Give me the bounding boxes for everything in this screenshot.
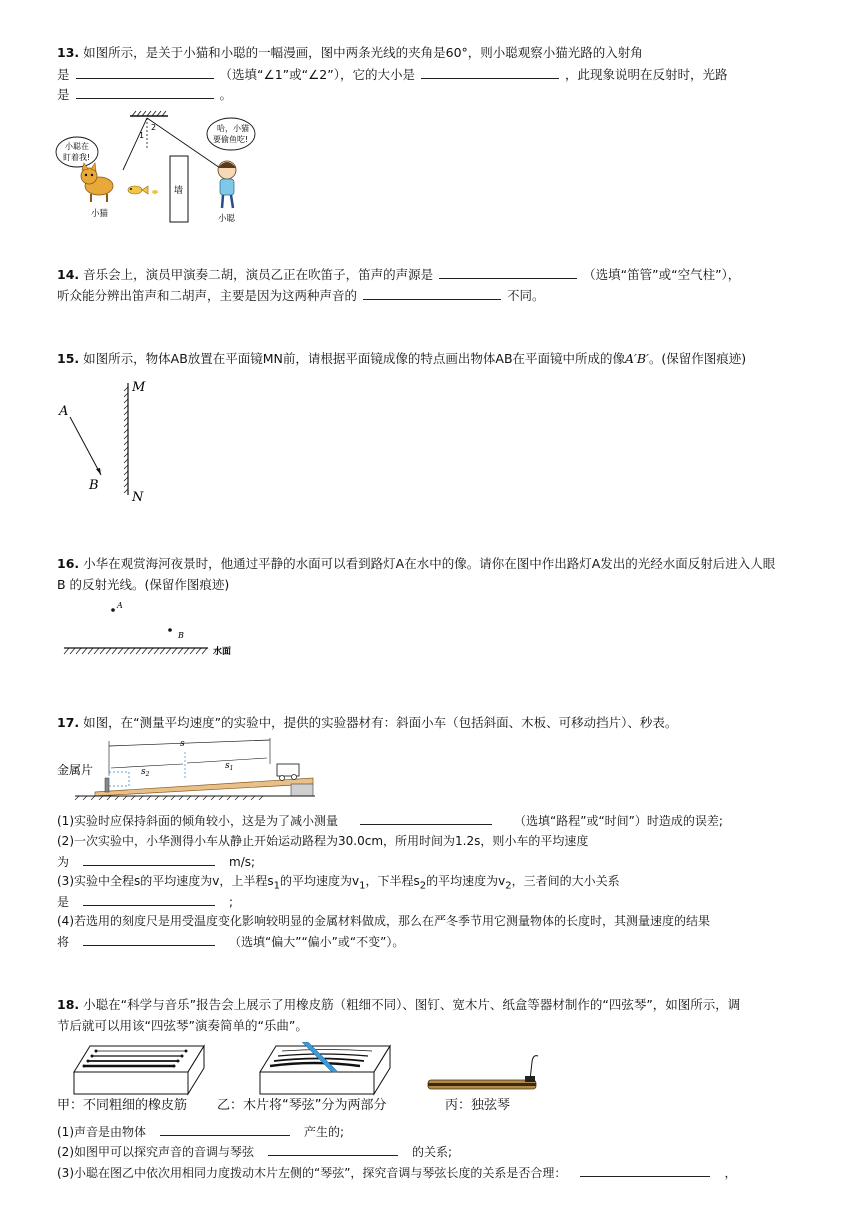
q17-p2: (2)一次实验中，小华测得小车从静止开始运动路程为30.0cm，所用时间为1.2s，则小车的平均速度: [57, 834, 589, 848]
q14-text2-end: 不同。: [507, 288, 545, 303]
q16-text1: 小华在观赏海河夜景时，他通过平静的水面可以看到路灯A在水中的像。请你在图中作出路灯A发出的光经水面反射后进入人眼: [83, 556, 776, 571]
q18-caption-b: 乙：木片将“琴弦”分为两部分: [217, 1098, 387, 1113]
q13-cat-icon: [81, 163, 113, 202]
q13-bubble-right-1: 哈，小猫: [217, 124, 249, 133]
q18-figure-b: [256, 1042, 396, 1098]
q18-caption-c-wrap: [445, 1098, 510, 1114]
q16-line1: [57, 556, 775, 572]
q15-line1: [57, 351, 746, 367]
q13-bubble-left-1: 小聪在: [65, 142, 89, 151]
q15-figure: [55, 375, 165, 505]
q15-label-m: M: [132, 380, 146, 395]
q17-p1-b: （选填“路程”或“时间”）时造成的误差;: [514, 814, 723, 828]
q18-p3-b: ，: [724, 1166, 737, 1180]
q18-part1: [57, 1123, 344, 1140]
q18-p3-a: (3)小聪在图乙中依次用相同力度拨动木片左侧的“琴弦”，探究音调与琴弦长度的关系是否合理：: [57, 1166, 567, 1180]
q18-captions: [57, 1098, 187, 1114]
q16-text2: B 的反射光线。(保留作图痕迹): [57, 577, 230, 592]
q17-p3-d: 的平均速度为v: [426, 874, 506, 888]
q17-part4: [57, 913, 710, 929]
q13-fish-icon: [128, 186, 158, 194]
q15-text-end: 。(保留作图痕迹): [648, 351, 747, 366]
q17-cart-end: [109, 772, 129, 786]
q17-cart-start: [277, 764, 299, 776]
q17-p3-sub4: 2: [505, 880, 512, 892]
q17-label-s: s: [180, 739, 185, 749]
q18-blank-2[interactable]: [268, 1143, 398, 1156]
q17-p1-a: (1)实验时应保持斜面的倾角较小，这是为了减小测量: [57, 814, 339, 828]
q17-p3b-b: ;: [229, 895, 234, 909]
q13-boy-label: 小聪: [218, 214, 236, 224]
q18-caption-c: 丙：独弦琴: [445, 1098, 511, 1113]
q13-text: 如图所示，是关于小猫和小聪的一幅漫画，图中两条光线的夹角是60°，则小聪观察小猫光路的入射角: [83, 45, 643, 60]
q14-text2: 听众能分辨出笛声和二胡声，主要是因为这两种声音的: [57, 288, 358, 303]
q15-label-b: B: [89, 478, 99, 493]
q18-number: 18.: [57, 997, 80, 1012]
q17-blank-4[interactable]: [83, 933, 215, 946]
q17-p3-sub1: 1: [273, 880, 280, 892]
q18-p1-a: (1)声音是由物体: [57, 1125, 146, 1139]
q14-line1: [57, 266, 740, 283]
q13-l2-b: （选填“∠1”或“∠2”），它的大小是: [219, 67, 415, 82]
q18-line2: [57, 1018, 308, 1034]
q13-blank-1[interactable]: [76, 66, 214, 79]
q17-part1: [57, 812, 723, 829]
q17-support-block: [291, 784, 313, 796]
q13-l3-a: 是: [57, 87, 70, 102]
q18-blank-1[interactable]: [160, 1123, 290, 1136]
q15-object-ab: [70, 417, 101, 475]
q13-cat-label: 小猫: [91, 209, 109, 219]
q17-metal-label: 金属片: [57, 763, 94, 777]
q17-p3-e: ，三者间的大小关系: [511, 874, 620, 888]
q17-blank-3[interactable]: [83, 893, 215, 906]
q13-line3: [57, 86, 232, 103]
q14-blank-1[interactable]: [439, 266, 577, 279]
q17-p2b-b: m/s;: [229, 855, 256, 869]
q13-bubble-right: [207, 118, 255, 150]
q17-metal-plate: [105, 778, 109, 792]
q15-arrow-head: [96, 468, 101, 475]
q17-figure: [55, 738, 317, 800]
q14-text1-end: （选填“笛管”或“空气柱”），: [583, 267, 741, 282]
q13-bubble-left-2: 盯着我!: [63, 153, 91, 162]
q13-number: 13.: [57, 45, 80, 60]
q14-number: 14.: [57, 267, 80, 282]
q16-number: 16.: [57, 556, 80, 571]
q13-bubble-right-2: 要偷鱼吃!: [213, 135, 249, 144]
q18-p2-b: 的关系;: [412, 1145, 453, 1159]
q18-figure-c: [420, 1050, 550, 1096]
q17-s-line: [109, 740, 270, 746]
q13-l2-a: 是: [57, 67, 70, 82]
q17-part2: [57, 833, 588, 849]
q15-image-label: A′B′: [625, 351, 649, 366]
q17-text: 如图，在“测量平均速度”的实验中，提供的实验器材有：斜面小车（包括斜面、木板、可移动挡片）、秒表。: [83, 715, 678, 730]
q16-label-a: A: [117, 601, 123, 610]
q17-incline: [95, 778, 313, 796]
q18-part3: [57, 1164, 736, 1181]
q13-figure: [55, 108, 285, 226]
q13-boy-icon: [218, 161, 236, 208]
q18-text1: 小聪在“科学与音乐”报告会上展示了用橡皮筋（粗细不同）、图钉、宽木片、纸盒等器材制作的“四弦琴”，如图所示，调: [83, 997, 741, 1012]
q18-p2-a: (2)如图甲可以探究声音的音调与琴弦: [57, 1145, 254, 1159]
q13-line1: [57, 45, 643, 61]
q17-s2-line: [111, 764, 183, 768]
q13-angle-2: 2: [151, 123, 157, 132]
q18-text2: 节后就可以用该“四弦琴”演奏简单的“乐曲”。: [57, 1018, 308, 1033]
q17-p3-a: (3)实验中全程s的平均速度为v，上半程s: [57, 874, 274, 888]
q17-p3-c: ，下半程s: [365, 874, 420, 888]
q17-label-s1: $s_1$: [225, 761, 234, 772]
q18-p1-b: 产生的;: [304, 1125, 345, 1139]
q17-part4b: [57, 933, 404, 950]
q15-number: 15.: [57, 351, 80, 366]
q13-l2-c: ，此现象说明在反射时，光路: [565, 67, 728, 82]
q16-label-b: B: [178, 631, 184, 640]
q18-figure-a: [70, 1042, 210, 1098]
q15-text: 如图所示，物体AB放置在平面镜MN前，请根据平面镜成像的特点画出物体AB在平面镜中所成的像: [83, 351, 626, 366]
q13-blank-2[interactable]: [421, 66, 559, 79]
q17-p4b-b: （选填“偏大”“偏小”或“不变”）。: [229, 935, 405, 949]
q17-p4b-a: 将: [57, 935, 70, 949]
q13-incident-ray: [123, 118, 147, 170]
q16-point-a: [111, 608, 115, 612]
q18-blank-3[interactable]: [580, 1164, 710, 1177]
q17-line1: [57, 715, 677, 731]
q18-line1: [57, 997, 740, 1013]
q18-caption-a: 甲：不同粗细的橡皮筋: [57, 1098, 188, 1113]
q14-line2: [57, 287, 545, 304]
q13-line2: [57, 66, 728, 83]
q13-l3-b: 。: [219, 87, 233, 102]
q17-p3-sub2: 1: [359, 880, 366, 892]
q17-part3: [57, 873, 620, 894]
q17-p3-b: 的平均速度为v: [279, 874, 360, 888]
q17-p3-sub3: 2: [419, 880, 427, 892]
q17-p4: (4)若选用的刻度尺是用受温度变化影响较明显的金属材料做成，那么在严冬季节用它测量物体的长度时，其测量速度的结果: [57, 914, 711, 928]
q13-blank-3[interactable]: [76, 86, 214, 99]
q17-blank-2[interactable]: [83, 853, 215, 866]
q15-label-n: N: [132, 490, 144, 505]
q16-figure: [58, 598, 248, 660]
q13-wall-label: 墙: [174, 186, 184, 196]
q16-water-label: 水面: [213, 647, 232, 657]
q17-blank-1[interactable]: [360, 812, 492, 825]
q16-point-b: [168, 628, 172, 632]
q16-line2: [57, 577, 229, 593]
q15-label-a: A: [59, 404, 69, 419]
q14-text1: 音乐会上，演员甲演奏二胡，演员乙正在吹笛子，笛声的声源是: [83, 267, 434, 282]
q17-label-s2: $s_2$: [141, 767, 150, 778]
q17-part3b: [57, 893, 233, 910]
q17-part2b: [57, 853, 255, 870]
q18-part2: [57, 1143, 452, 1160]
q17-p3b-a: 是: [57, 895, 70, 909]
q14-blank-2[interactable]: [363, 287, 501, 300]
q17-number: 17.: [57, 715, 80, 730]
q13-angle-1: 1: [139, 131, 145, 140]
q17-p2b-a: 为: [57, 855, 70, 869]
q18-caption-b-wrap: [217, 1098, 386, 1114]
